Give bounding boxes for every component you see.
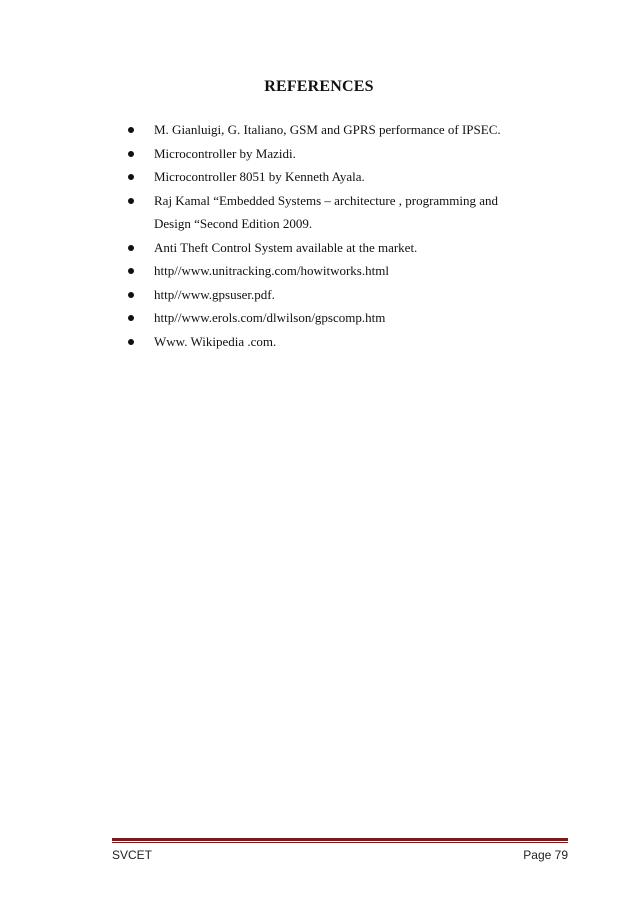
- bullet-icon: [128, 268, 134, 274]
- reference-item: [124, 118, 524, 142]
- bullet-icon: [128, 339, 134, 345]
- reference-item: [124, 330, 524, 354]
- reference-item: [124, 142, 524, 166]
- bullet-icon: [128, 292, 134, 298]
- reference-text: Www. Wikipedia .com.: [154, 333, 277, 349]
- bullet-icon: [128, 245, 134, 251]
- page-title: REFERENCES: [264, 78, 374, 95]
- bullet-icon: [128, 174, 134, 180]
- footer-page-number: Page 79: [523, 848, 568, 862]
- bullet-icon: [128, 198, 134, 204]
- reference-item: [124, 189, 524, 236]
- reference-list: [124, 118, 524, 353]
- reference-text: Microcontroller 8051 by Kenneth Ayala.: [154, 169, 365, 184]
- bullet-icon: [128, 151, 134, 157]
- reference-text: M. Gianluigi, G. Italiano, GSM and GPRS performance of IPSEC.: [154, 122, 501, 137]
- reference-text: http//www.unitracking.com/howitworks.html: [154, 263, 389, 278]
- reference-item: [124, 165, 524, 189]
- footer-rule-thin: [112, 842, 568, 843]
- reference-item: [124, 236, 524, 260]
- reference-text: Anti Theft Control System available at the market.: [154, 239, 418, 255]
- reference-item: [124, 259, 524, 283]
- reference-text: http//www.erols.com/dlwilson/gpscomp.htm: [154, 310, 386, 325]
- reference-item: [124, 283, 524, 307]
- bullet-icon: [128, 127, 134, 133]
- reference-item: [124, 306, 524, 330]
- reference-text: http//www.gpsuser.pdf.: [154, 286, 275, 302]
- reference-text: Microcontroller by Mazidi.: [154, 145, 296, 161]
- footer-rule: [112, 838, 568, 841]
- footer-institution: SVCET: [112, 848, 153, 862]
- bullet-icon: [128, 315, 134, 321]
- reference-text: Raj Kamal “Embedded Systems – architecture , programming and Design “Second Edition 2009.: [154, 192, 499, 231]
